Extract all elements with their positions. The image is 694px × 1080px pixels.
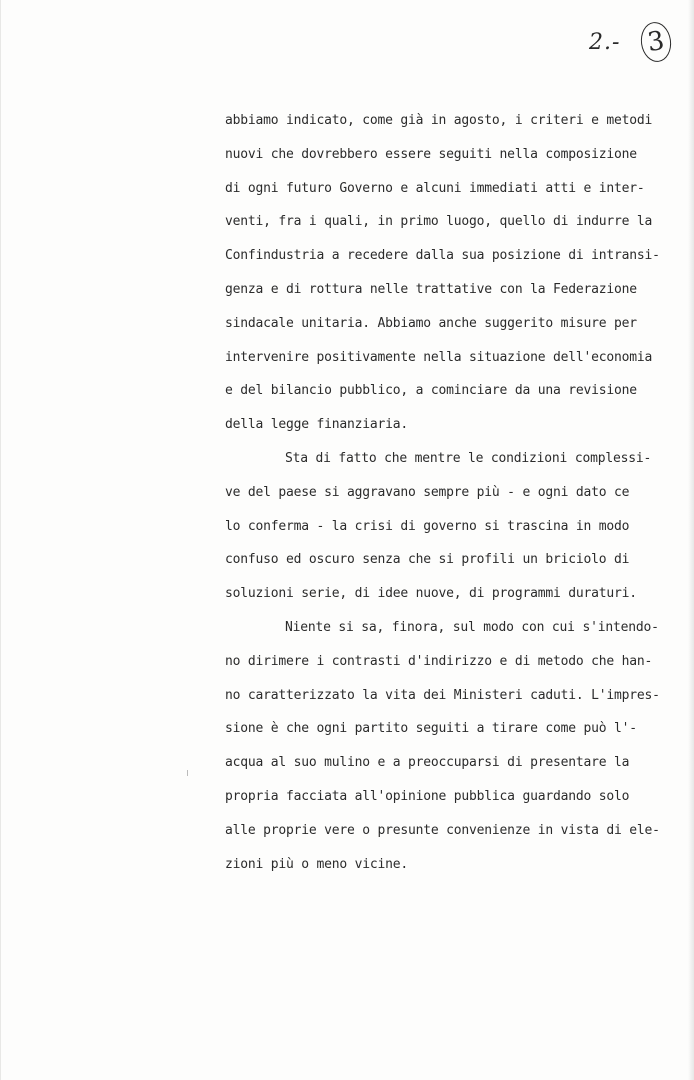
text-line: lo conferma - la crisi di governo si trascina in modo	[225, 518, 630, 534]
paragraph-start-line: Sta di fatto che mentre le condizioni complessi-	[285, 450, 652, 466]
text-line: confuso ed oscuro senza che si profili un briciolo di	[225, 552, 630, 568]
text-line: alle proprie vere o presunte convenienze in vista di ele-	[225, 822, 660, 838]
text-line: genza e di rottura nelle trattative con la Federazione	[225, 281, 637, 297]
text-line: e del bilancio pubblico, a cominciare da una revisione	[225, 383, 637, 399]
text-line: della legge finanziaria.	[225, 417, 409, 433]
text-line: sindacale unitaria. Abbiamo anche suggerito misure per	[225, 315, 637, 331]
text-line: abbiamo indicato, come già in agosto, i criteri e metodi	[225, 113, 653, 128]
text-line: no dirimere i contrasti d'indirizzo e di metodo che han-	[225, 653, 653, 669]
paragraph-start-line: Niente si sa, finora, sul modo con cui s'intendo-	[285, 619, 659, 635]
text-line: di ogni futuro Governo e alcuni immediati atti e inter-	[225, 180, 645, 196]
text-line: soluzioni serie, di idee nuove, di programmi duraturi.	[225, 586, 637, 602]
text-line: ve del paese si aggravano sempre più - e ogni dato ce	[225, 484, 630, 500]
page-number-prefix: 2.-	[589, 30, 621, 55]
text-line: Confindustria a recedere dalla sua posizione di intransi-	[225, 248, 660, 264]
text-line: no caratterizzato la vita dei Ministeri caduti. L'impres-	[225, 687, 660, 703]
text-line: venti, fra i quali, in primo luogo, quello di indurre la	[225, 214, 653, 230]
text-line: acqua al suo mulino e a preoccuparsi di presentare la	[225, 755, 630, 771]
text-line: zioni più o meno vicine.	[225, 856, 409, 872]
text-line: intervenire positivamente nella situazione dell'economia	[225, 349, 653, 365]
text-line: nuovi che dovrebbero essere seguiti nella composizione	[225, 146, 637, 162]
paper-speck	[187, 770, 188, 776]
text-line: sione è che ogni partito seguiti a tirare come può l'-	[225, 721, 637, 737]
typewritten-body	[225, 104, 660, 881]
circled-page-number: 3	[638, 20, 673, 64]
text-line: propria facciata all'opinione pubblica guardando solo	[225, 788, 630, 804]
